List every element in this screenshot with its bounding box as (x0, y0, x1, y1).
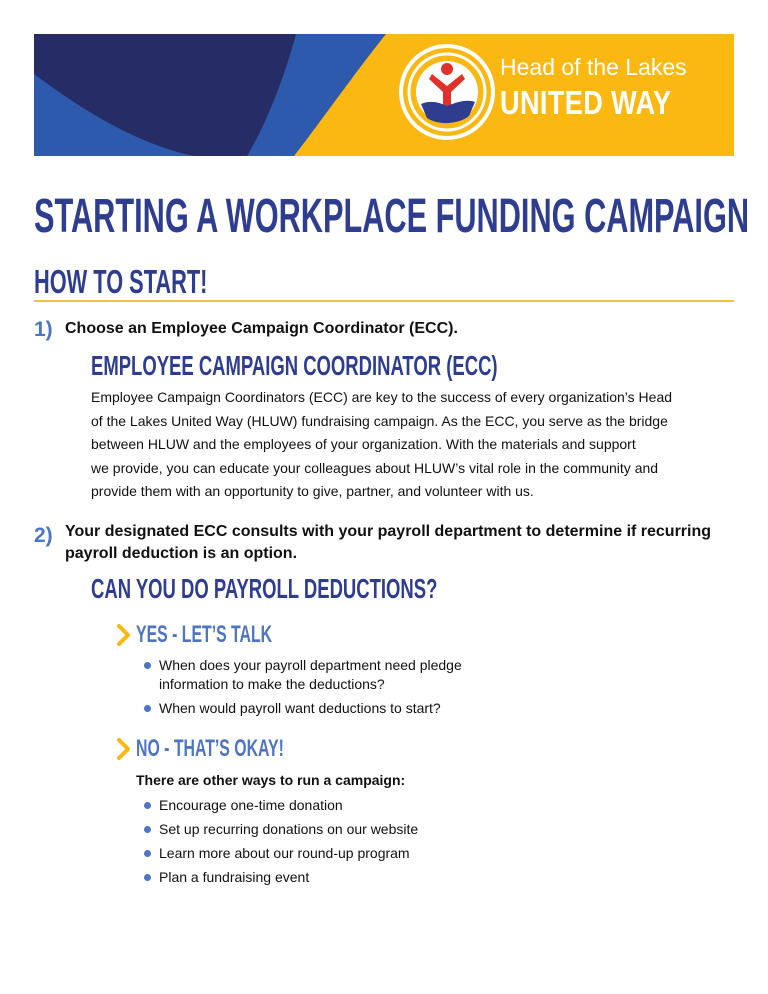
united-way-hand-logo-icon (399, 44, 495, 140)
ecc-description-line: provide them with an opportunity to give, partner, and volunteer with us. (91, 483, 534, 500)
list-item (142, 796, 418, 815)
ecc-description-line: Employee Campaign Coordinators (ECC) are key to the success of every organization’s Head (91, 389, 673, 405)
list-item-text: Plan a fundraising event (159, 869, 310, 885)
list-item-text: Learn more about our round-up program (159, 845, 410, 861)
step-2-text (65, 521, 711, 565)
list-item-text: Set up recurring donations on our website (159, 821, 419, 837)
brand-name-line1: Head of the Lakes (500, 54, 687, 80)
list-item (142, 844, 418, 863)
bullet-icon (144, 802, 151, 809)
brand-name-line2: UNITED WAY (500, 84, 672, 121)
bullet-icon (144, 874, 151, 881)
step-2-number: 2) (34, 524, 53, 547)
payroll-heading: CAN YOU DO PAYROLL DEDUCTIONS? (91, 573, 438, 604)
step-2-text-line: payroll deduction is an option. (65, 545, 298, 562)
other-ways-intro: There are other ways to run a campaign: (136, 772, 406, 788)
list-item (142, 868, 418, 887)
no-heading: NO - THAT’S OKAY! (136, 735, 284, 762)
bullet-icon (144, 662, 151, 669)
chevron-right-icon (116, 738, 132, 760)
yes-list (142, 656, 462, 723)
list-item-text: information to make the deductions? (159, 676, 385, 692)
yes-heading: YES - LET’S TALK (136, 621, 273, 648)
list-item (142, 820, 418, 839)
step-1-text: Choose an Employee Campaign Coordinator (ECC). (65, 320, 458, 337)
ecc-description-line: of the Lakes United Way (HLUW) fundraising campaign. As the ECC, you serve as the bridge (91, 412, 668, 429)
bullet-icon (144, 850, 151, 857)
ecc-description-line: between HLUW and the employees of your organization. With the materials and support (91, 436, 636, 453)
ecc-description (91, 386, 691, 504)
chevron-right-icon (116, 624, 132, 646)
no-list (142, 796, 418, 892)
list-item-text: Encourage one-time donation (159, 797, 343, 813)
bullet-icon (144, 705, 151, 712)
header-banner (34, 34, 734, 156)
list-item (142, 656, 462, 694)
step-1-number: 1) (34, 318, 53, 341)
section-heading: HOW TO START! (34, 263, 208, 300)
list-item-text: When does your payroll department need pledge (159, 657, 462, 673)
ecc-heading: EMPLOYEE CAMPAIGN COORDINATOR (ECC) (91, 350, 498, 381)
ecc-description-line: we provide, you can educate your colleagues about HLUW’s vital role in the community and (91, 459, 659, 476)
bullet-icon (144, 826, 151, 833)
page-title: STARTING A WORKPLACE FUNDING CAMPAIGN (34, 190, 750, 243)
section-divider (34, 300, 734, 302)
list-item (142, 699, 462, 718)
list-item-text: When would payroll want deductions to start? (159, 700, 441, 716)
step-2-text-line: Your designated ECC consults with your payroll department to determine if recurring (65, 523, 712, 540)
